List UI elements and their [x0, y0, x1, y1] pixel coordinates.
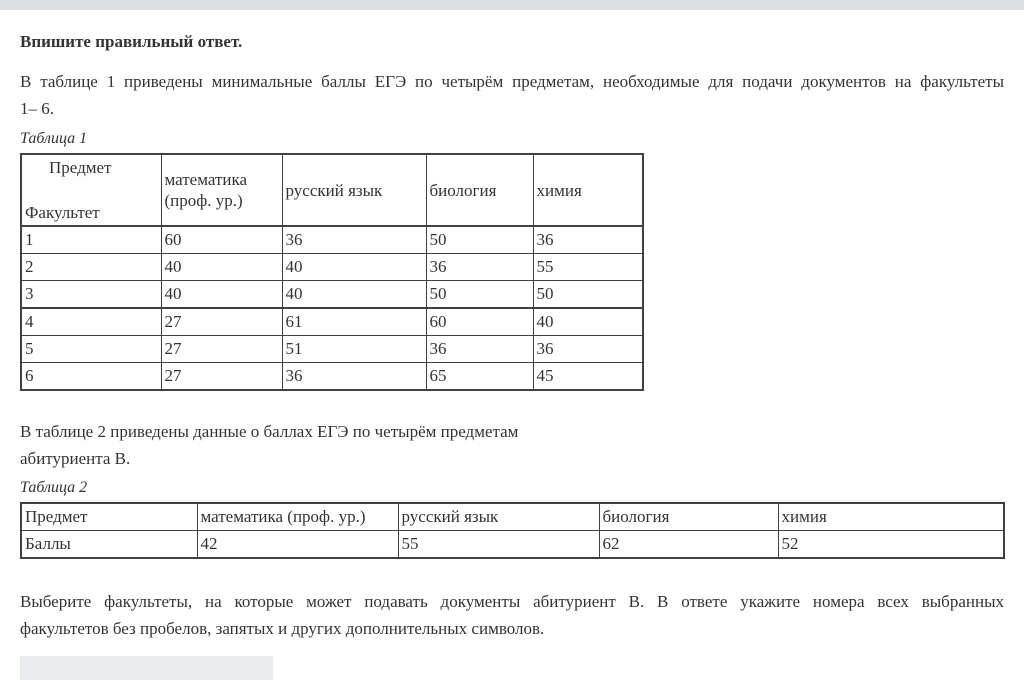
score-cell: 40 [533, 308, 643, 336]
score-cell: 62 [599, 531, 778, 559]
table2-caption: Таблица 2 [20, 479, 88, 496]
table1-row [21, 363, 643, 391]
score-cell: 40 [161, 281, 282, 309]
score-cell: 55 [398, 531, 599, 559]
table1-row [21, 226, 643, 254]
table1-col-header: биология [426, 154, 533, 226]
score-cell: 40 [282, 281, 426, 309]
score-cell: 51 [282, 336, 426, 363]
table2-col-header: русский язык [398, 503, 599, 531]
intro-line-2: 1– 6. [20, 99, 54, 118]
faculty-cell: 4 [21, 308, 161, 336]
score-cell: 36 [426, 254, 533, 281]
faculty-cell: 1 [21, 226, 161, 254]
score-cell: 50 [533, 281, 643, 309]
score-cell: 60 [161, 226, 282, 254]
intro-line-1: В таблице 1 приведены минимальные баллы ЕГЭ по четырём предметам, необходимые для подачи документов на факультеты [20, 72, 1004, 91]
question-paragraph [20, 588, 1004, 642]
score-cell: 27 [161, 308, 282, 336]
table1-caption: Таблица 1 [20, 130, 88, 147]
faculty-cell: 5 [21, 336, 161, 363]
score-cell: 65 [426, 363, 533, 391]
faculty-cell: 6 [21, 363, 161, 391]
table2-col-header: биология [599, 503, 778, 531]
score-cell: 42 [197, 531, 398, 559]
question-line-1: Выберите факультеты, на которые может подавать документы абитуриент В. В ответе укажите номера всех выбранных [20, 592, 1004, 611]
mid-paragraph [20, 418, 1004, 472]
answer-input[interactable] [20, 656, 273, 680]
score-cell: 60 [426, 308, 533, 336]
table1-corner-bottom: Факультет [25, 203, 100, 222]
score-cell: 36 [282, 363, 426, 391]
score-cell: 36 [426, 336, 533, 363]
score-cell: 27 [161, 363, 282, 391]
score-cell: 36 [533, 226, 643, 254]
table2 [20, 502, 1005, 559]
score-cell: 45 [533, 363, 643, 391]
score-cell: 36 [282, 226, 426, 254]
score-cell: 50 [426, 281, 533, 309]
score-cell: 40 [161, 254, 282, 281]
table2-col-header: Предмет [21, 503, 197, 531]
table1-corner-cell [21, 154, 161, 226]
table1-row [21, 336, 643, 363]
table1-row [21, 254, 643, 281]
mid-line-2: абитуриента В. [20, 449, 131, 468]
score-cell: 55 [533, 254, 643, 281]
table1-col-header: математика (проф. ур.) [161, 154, 282, 226]
mid-line-1: В таблице 2 приведены данные о баллах ЕГЭ по четырём предметам [20, 422, 519, 441]
score-cell: 36 [533, 336, 643, 363]
table1-header-row [21, 154, 643, 226]
score-cell: 50 [426, 226, 533, 254]
table2-header-row [21, 503, 1004, 531]
table2-scores-row [21, 531, 1004, 559]
top-bar [0, 0, 1024, 10]
score-cell: 27 [161, 336, 282, 363]
table2-col-header: химия [778, 503, 1004, 531]
question-line-2: факультетов без пробелов, запятых и других дополнительных символов. [20, 619, 545, 638]
table1-row [21, 281, 643, 309]
table1-row [21, 308, 643, 336]
score-cell: 61 [282, 308, 426, 336]
row-label-cell: Баллы [21, 531, 197, 559]
score-cell: 52 [778, 531, 1004, 559]
table1-corner-top: Предмет [49, 158, 112, 177]
faculty-cell: 3 [21, 281, 161, 309]
faculty-cell: 2 [21, 254, 161, 281]
task-content [0, 31, 1024, 680]
table1-col-header: русский язык [282, 154, 426, 226]
score-cell: 40 [282, 254, 426, 281]
table1 [20, 153, 644, 391]
task-heading: Впишите правильный ответ. [20, 32, 243, 51]
table2-col-header: математика (проф. ур.) [197, 503, 398, 531]
intro-paragraph [20, 68, 1004, 122]
table1-col-header: химия [533, 154, 643, 226]
